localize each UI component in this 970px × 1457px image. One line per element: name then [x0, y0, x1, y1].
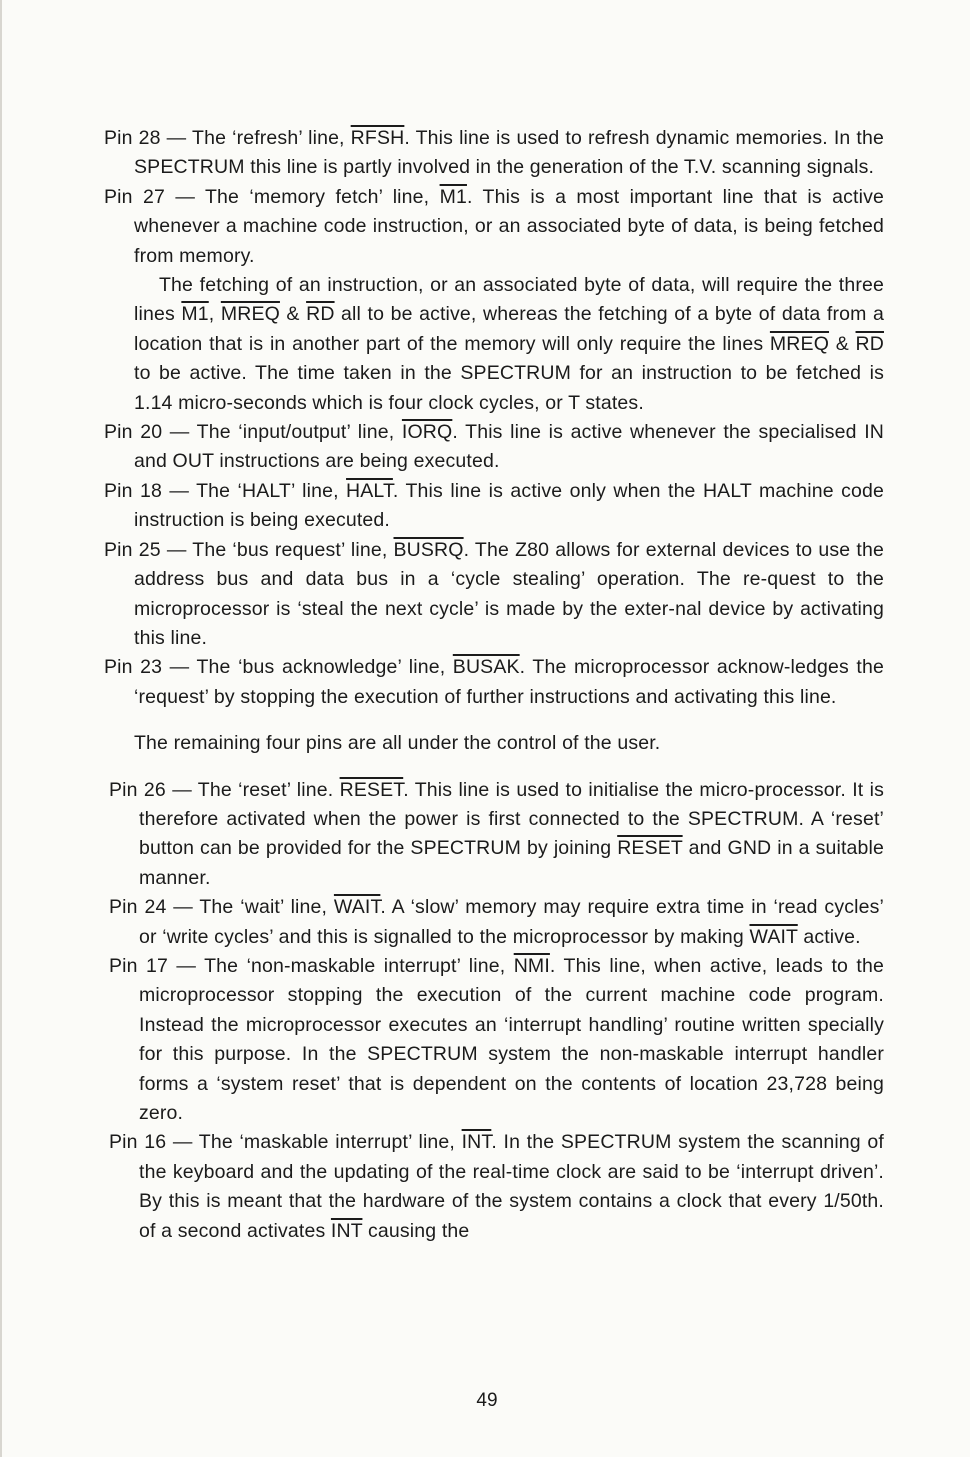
pin-23-entry: [104, 653, 884, 712]
pin-24-head: Pin 24 — The ‘wait’ line,: [109, 896, 334, 919]
pin-20-entry: [104, 418, 884, 477]
wait-signal: WAIT: [333, 896, 381, 919]
pin-26-text-end: and GND in a suitable manner.: [139, 837, 884, 889]
rfsh-signal: RFSH: [350, 127, 405, 149]
fetch-text-6: to be active. The time taken in the SPECTRUM for an instruction to be fetched is 1.14 micro-seconds which is four clock cycles, or T states.: [134, 362, 884, 414]
fetch-text-3: &: [279, 303, 307, 326]
pin-24-text: . A ‘slow’ memory may require extra time in ‘read cycles’ or ‘write cycles’ and this is signalled to the microprocessor by making: [139, 896, 884, 948]
halt-signal: HALT: [346, 479, 393, 502]
int-signal: $\overline{INT}$: [330, 1219, 363, 1242]
pin-24-text-end: active.: [797, 925, 861, 948]
pin-17-text: . This line, when active, leads to the microprocessor stopping the execution of the current machine code program. Instead the microprocessor executes an ‘interrupt handling’ routine written specially for this purpose. In the SPECTRUM system the non-maskable interrupt handler forms a ‘system reset’ that is dependent on the contents of location 23,728 being zero.: [139, 954, 884, 1124]
pin-28-entry: [104, 124, 884, 183]
pin-18-entry: [104, 477, 884, 536]
int-signal: $\overline{INT}$: [461, 1131, 492, 1154]
pin-16-text-end: causing the: [362, 1219, 470, 1242]
pin-16-head: Pin 16 — The ‘maskable interrupt’ line,: [109, 1131, 462, 1154]
pin-25-head: Pin 25 — The ‘bus request’ line,: [104, 538, 394, 561]
m1-signal: M1: [439, 185, 467, 208]
pin-24-entry: [109, 893, 884, 952]
page-number: 49: [476, 1390, 498, 1411]
pin-17-entry: [109, 952, 884, 1128]
pin-28-text: . This line is used to refresh dynamic memories. In the SPECTRUM this line is partly involved in the generation of the T.V. scanning signals.: [134, 127, 884, 179]
pin-16-entry: [109, 1128, 884, 1246]
pin-27-entry: [104, 183, 884, 271]
pin-20-text: . This line is active whenever the specialised IN and OUT instructions are being executed.: [134, 421, 884, 473]
page-body: [104, 124, 884, 1246]
wait-signal: WAIT: [749, 925, 798, 948]
pin-18-head: Pin 18 — The ‘HALT’ line,: [104, 479, 347, 502]
pin-28-head: Pin 28 — The ‘refresh’ line,: [104, 127, 351, 149]
m1-signal: M1: [181, 303, 209, 326]
pin-26-head: Pin 26 — The ‘reset’ line.: [109, 778, 340, 801]
pin-27-text: . This is a most important line that is active whenever a machine code instruction, or an associated byte of data, is being fetched from memory.: [134, 185, 884, 267]
busrq-signal: BUSRQ: [393, 538, 464, 561]
pin-18-text: . This line is active only when the HALT machine code instruction is being executed.: [134, 479, 884, 532]
nmi-signal: $\overline{NMI}$: [513, 954, 550, 977]
pin-26-entry: [109, 776, 884, 894]
mreq-signal: MREQ: [769, 332, 830, 355]
reset-signal: RESET: [617, 837, 683, 860]
pin-25-entry: [104, 536, 884, 654]
fetch-text-2: ,: [208, 303, 221, 326]
pin-26-text: . This line is used to initialise the micro-processor. It is therefore activated when the power is first connected to the SPECTRUM. A ‘reset’ button can be provided for the SPECTRUM by joining: [139, 778, 885, 860]
remaining-pins-note: The remaining four pins are all under the control of the user.: [134, 732, 661, 755]
pin-27-head: Pin 27 — The ‘memory fetch’ line,: [104, 185, 440, 208]
pin-20-head: Pin 20 — The ‘input/output’ line,: [104, 421, 402, 444]
fetch-text-5: &: [829, 332, 856, 355]
iorq-signal: IORQ: [401, 421, 453, 444]
pin-23-head: Pin 23 — The ‘bus acknowledge’ line,: [104, 656, 453, 679]
pin-17-head: Pin 17 — The ‘non-maskable interrupt’ line,: [109, 954, 514, 977]
pin-16-text: . In the SPECTRUM system the scanning of the keyboard and the updating of the real-time clock are said to be ‘interrupt driven’. By this is meant that the hardware of the system contains a clock that every 1/50th. of a second activates: [139, 1131, 884, 1242]
fetch-text-1: The fetching of an instruction, or an associated byte of data, will require the three lines: [134, 274, 884, 326]
mreq-signal: MREQ: [220, 303, 280, 326]
rd-signal: $\overline{RD}$: [306, 303, 335, 326]
rd-signal: $\overline{RD}$: [855, 332, 884, 355]
busak-signal: BUSAK: [452, 656, 520, 679]
fetch-text-4: all to be active, whereas the fetching of a byte of data from a location that is in another part of the memory will only require the lines: [134, 303, 884, 355]
fetch-paragraph: [104, 271, 884, 418]
pin-23-text: . The microprocessor acknow-ledges the ‘request’ by stopping the execution of further instructions and activating this line.: [134, 656, 884, 708]
reset-signal: RESET: [339, 778, 404, 801]
pin-25-text: . The Z80 allows for external devices to use the address bus and data bus in a ‘cycle stealing’ operation. The re-quest to the microprocessor is ‘steal the next cycle’ is made by the exter-nal device by activating this line.: [134, 538, 884, 649]
